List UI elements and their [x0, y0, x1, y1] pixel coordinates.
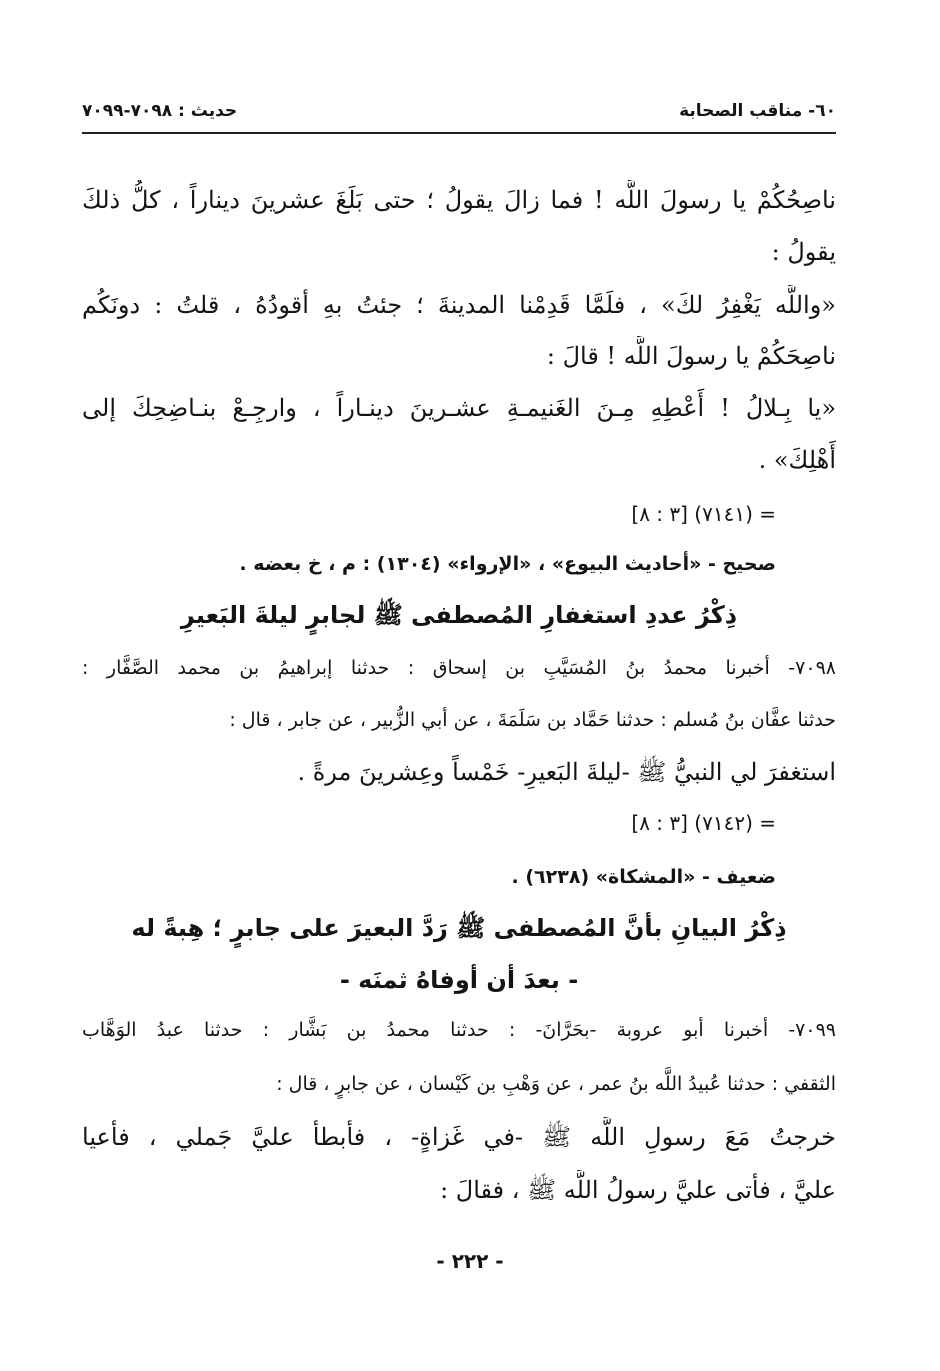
- text-line: عليَّ ، فأتى عليَّ رسولُ اللَّه ﷺ ، فقالَ :: [440, 1176, 836, 1204]
- text-line: ناصِحُكُمْ يا رسولَ اللَّه ! فما زالَ يقولُ ؛ حتى بَلَغَ عشرينَ ديناراً ، كلُّ ذلكَ: [82, 186, 836, 214]
- isnad-line: الثقفي : حدثنا عُبيدُ اللَّه بنُ عمر ، عن وَهْبِ بن كَيْسان ، عن جابرٍ ، قال :: [276, 1073, 836, 1095]
- section-heading: ذِكْرُ البيانِ بأنَّ المُصطفى ﷺ رَدَّ البعيرَ على جابرٍ ؛ هِبةً له: [131, 914, 787, 942]
- hadith-grading: صحيح - «أحاديث البيوع» ، «الإرواء» (١٣٠٤) : م ، خ بعضه .: [239, 553, 776, 575]
- hadith-range: حديث : ٧٠٩٨-٧٠٩٩: [82, 101, 238, 121]
- isnad-line: حدثنا عفَّان بنُ مُسلم : حدثنا حَمَّاد بن سَلَمَةَ ، عن أبي الزُّبير ، عن جابر ، قال :: [229, 709, 836, 731]
- chapter-title: ٦٠- مناقب الصحابة: [679, 101, 836, 121]
- header-rule: [82, 132, 836, 134]
- text-line: يقولُ :: [771, 238, 836, 266]
- text-line: خرجتُ مَعَ رسولِ اللَّه ﷺ -في غَزاةٍ- ، فأبطأ عليَّ جَملي ، فأعيا: [82, 1123, 836, 1151]
- page-number: - ٢٢٢ -: [436, 1249, 504, 1273]
- text-line: «واللَّه يَغْفِرُ لكَ» ، فلَمَّا قَدِمْنا المدينةَ ؛ جئتُ بهِ أقودُهُ ، قلتُ : دونَكُم: [82, 291, 836, 319]
- isnad-line: ٧٠٩٨- أخبرنا محمدُ بنُ المُسَيَّبِ بن إسحاق : حدثنا إبراهيمُ بن محمد الصَّفَّار :: [82, 657, 836, 679]
- hadith-grading: ضعيف - «المشكاة» (٦٢٣٨) .: [511, 866, 776, 888]
- page-header: [82, 96, 836, 126]
- section-heading-subline: - بعدَ أن أوفاهُ ثمنَه -: [339, 966, 579, 994]
- text-line: «يا بِـلالُ ! أَعْطِهِ مِـنَ الغَنيمـةِ عشـرينَ دينـاراً ، وارجِـعْ بنـاضِحِكَ إلى: [82, 394, 836, 422]
- isnad-line: ٧٠٩٩- أخبرنا أبو عروبة -بحَرَّانَ- : حدثنا محمدُ بن بَشَّار : حدثنا عبدُ الوَهَّاب: [82, 1019, 836, 1041]
- text-line: استغفرَ لي النبيُّ ﷺ -ليلةَ البَعيرِ- خَمْساً وعِشرينَ مرةً .: [297, 758, 836, 786]
- document-page: [82, 0, 836, 1371]
- text-line: أَهْلِكَ» .: [758, 446, 836, 474]
- cross-reference: = (٧١٤١) [٣ : ٨]: [631, 502, 776, 526]
- cross-reference: = (٧١٤٢) [٣ : ٨]: [631, 811, 776, 835]
- text-line: ناصِحَكُمْ يا رسولَ اللَّه ! قالَ :: [546, 342, 836, 370]
- section-heading: ذِكْرُ عددِ استغفارِ المُصطفى ﷺ لجابرٍ ليلةَ البَعيرِ: [180, 601, 738, 629]
